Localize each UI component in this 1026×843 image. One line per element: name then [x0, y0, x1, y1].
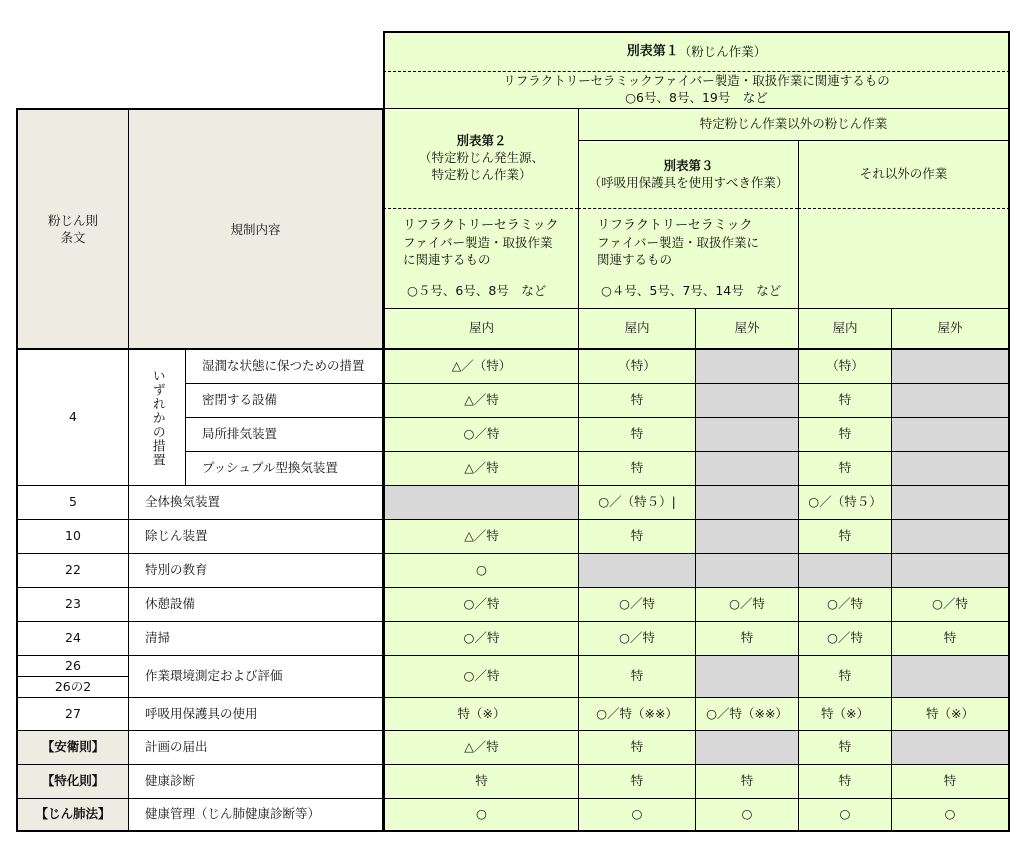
rcf-description-cell — [383, 71, 1010, 108]
cell-b2: △／特 — [383, 452, 578, 486]
cell-other-outdoor: ○／特 — [891, 588, 1010, 622]
group-specific-header: 特定粉じん作業以外の粉じん作業 — [578, 108, 1010, 141]
cell-b3-outdoor — [695, 452, 798, 486]
cell-b2: ○／特 — [383, 622, 578, 656]
table-title-sub: （粉じん作業） — [678, 43, 767, 59]
cell-b3-indoor: ○／特（※※） — [578, 698, 695, 731]
cell-other-outdoor: 特 — [891, 765, 1010, 799]
row-article: 24 — [16, 622, 129, 656]
row-content: 呼吸用保護具の使用 — [129, 698, 383, 731]
b3-numbers: ○４号、5号、7号、14号 など — [601, 282, 782, 298]
article-header-line2: 条文 — [60, 230, 86, 245]
cell-other-indoor: 特 — [798, 731, 891, 765]
b2-title: 別表第２ — [456, 133, 507, 149]
cell-b2: ○／特 — [383, 418, 578, 452]
cell-b3-outdoor — [695, 418, 798, 452]
row-content: 全体換気装置 — [129, 486, 383, 520]
row-content: 密閉する設備 — [186, 384, 383, 418]
cell-b3-indoor: ○ — [578, 799, 695, 832]
cell-b3-indoor: 特 — [578, 731, 695, 765]
cell-b2: ○／特 — [383, 588, 578, 622]
cell-b3-outdoor: ○ — [695, 799, 798, 832]
cell-b3-outdoor — [695, 384, 798, 418]
cell-b3-outdoor: ○／特 — [695, 588, 798, 622]
cell-b2: 特 — [383, 765, 578, 799]
cell-other-outdoor — [891, 731, 1010, 765]
cell-b2: △／特 — [383, 384, 578, 418]
group4-label — [129, 350, 186, 486]
row-content: 計画の届出 — [129, 731, 383, 765]
b3-sub: （呼吸用保護具を使用すべき作業） — [588, 174, 789, 190]
cell-b3-outdoor — [695, 656, 798, 698]
rcf-description-text: リフラクトリーセラミックファイバー製造・取扱作業に関連するもの — [503, 73, 890, 89]
cell-other-indoor: 特 — [798, 656, 891, 698]
cell-other-indoor: （特） — [798, 350, 891, 384]
row-content: プッシュプル型換気装置 — [186, 452, 383, 486]
row-content: 健康管理（じん肺健康診断等） — [129, 799, 383, 832]
cell-b3-indoor: 特 — [578, 384, 695, 418]
row-article-a: 26 — [18, 656, 128, 677]
row-article: 23 — [16, 588, 129, 622]
cell-b2 — [383, 486, 578, 520]
cell-other-outdoor: ○ — [891, 799, 1010, 832]
cell-other-outdoor — [891, 350, 1010, 384]
b2-sub1: （特定粉じん発生源、 — [418, 150, 544, 166]
row-article: 22 — [16, 554, 129, 588]
b3-title: 別表第３ — [663, 157, 714, 173]
cell-b3-outdoor: ○／特（※※） — [695, 698, 798, 731]
b2-header — [383, 108, 578, 208]
cell-other-indoor: ○／（特５） — [798, 486, 891, 520]
b3-rcf2: ファイバー製造・取扱作業に — [597, 234, 760, 250]
cell-other-indoor: ○／特 — [798, 622, 891, 656]
cell-other-outdoor — [891, 452, 1010, 486]
cell-b3-indoor: ○／（特５）| — [578, 486, 695, 520]
cell-other-outdoor: 特（※） — [891, 698, 1010, 731]
cell-b3-outdoor — [695, 350, 798, 384]
b2-sub2: 特定粉じん作業） — [431, 166, 532, 182]
b2-rcf3: に関連するもの — [403, 251, 491, 267]
b2-numbers: ○５号、6号、8号 など — [407, 282, 547, 298]
row-article-b: 26の2 — [54, 679, 92, 694]
b3-rcf3: 関連するもの — [597, 251, 673, 267]
other-rcf — [798, 208, 1010, 308]
row-article: 5 — [16, 486, 129, 520]
cell-b3-outdoor — [695, 486, 798, 520]
cell-b3-indoor: （特） — [578, 350, 695, 384]
cell-other-indoor: ○／特 — [798, 588, 891, 622]
other-header: それ以外の作業 — [798, 141, 1010, 208]
b3-rcf1: リフラクトリーセラミック — [597, 218, 753, 234]
cell-other-outdoor — [891, 520, 1010, 554]
row-article: 10 — [16, 520, 129, 554]
group4-article: 4 — [16, 350, 129, 486]
cell-other-indoor: ○ — [798, 799, 891, 832]
cell-b2: ○／特 — [383, 656, 578, 698]
row-content: 清掃 — [129, 622, 383, 656]
row-article: 【特化則】 — [16, 765, 129, 799]
table-title-bold: 別表第１ — [626, 44, 679, 60]
cell-b3-indoor: ○／特 — [578, 622, 695, 656]
cell-other-outdoor — [891, 418, 1010, 452]
row-content: 特別の教育 — [129, 554, 383, 588]
table-title-cell — [383, 31, 1010, 71]
cell-other-outdoor — [891, 486, 1010, 520]
cell-other-outdoor — [891, 384, 1010, 418]
b2-indoor-label: 屋内 — [383, 308, 578, 350]
cell-b3-outdoor — [695, 731, 798, 765]
cell-b3-outdoor — [695, 520, 798, 554]
b3-header — [578, 141, 798, 208]
cell-other-indoor: 特 — [798, 520, 891, 554]
cell-other-outdoor: 特 — [891, 622, 1010, 656]
row-content: 除じん装置 — [129, 520, 383, 554]
rcf-description-numbers: ○6号、8号、19号 など — [625, 90, 768, 105]
cell-b3-outdoor: 特 — [695, 622, 798, 656]
other-indoor-label: 屋内 — [798, 308, 891, 350]
cell-b3-indoor: 特 — [578, 520, 695, 554]
row-content: 健康診断 — [129, 765, 383, 799]
b2-rcf1: リフラクトリーセラミック — [403, 218, 559, 234]
cell-b3-indoor: ○／特 — [578, 588, 695, 622]
row-content: 湿潤な状態に保つための措置 — [186, 350, 383, 384]
row-content: 局所排気装置 — [186, 418, 383, 452]
row-article — [16, 656, 129, 698]
cell-b3-indoor: 特 — [578, 656, 695, 698]
cell-other-indoor: 特 — [798, 384, 891, 418]
cell-other-indoor: 特 — [798, 452, 891, 486]
cell-b2: △／特 — [383, 731, 578, 765]
cell-b2: 特（※） — [383, 698, 578, 731]
b3-indoor-label: 屋内 — [578, 308, 695, 350]
cell-b3-outdoor: 特 — [695, 765, 798, 799]
cell-other-outdoor — [891, 656, 1010, 698]
cell-other-indoor — [798, 554, 891, 588]
regulation-header: 規制内容 — [129, 108, 383, 350]
row-content: 休憩設備 — [129, 588, 383, 622]
cell-other-outdoor — [891, 554, 1010, 588]
b2-rcf2: ファイバー製造・取扱作業 — [403, 234, 553, 250]
cell-b2: △／（特） — [383, 350, 578, 384]
group4-label-text: いずれかの措置 — [149, 368, 165, 467]
cell-other-indoor: 特（※） — [798, 698, 891, 731]
cell-b2: △／特 — [383, 520, 578, 554]
cell-b3-indoor — [578, 554, 695, 588]
cell-b3-indoor: 特 — [578, 765, 695, 799]
cell-b3-indoor: 特 — [578, 418, 695, 452]
article-header-line1: 粉じん則 — [47, 213, 98, 229]
b3-rcf — [578, 208, 798, 308]
b2-rcf — [383, 208, 578, 308]
row-article: 27 — [16, 698, 129, 731]
article-header — [16, 108, 129, 350]
cell-b2: ○ — [383, 799, 578, 832]
cell-other-indoor: 特 — [798, 418, 891, 452]
row-article: 【安衛則】 — [16, 731, 129, 765]
row-article: 【じん肺法】 — [16, 799, 129, 832]
cell-other-indoor: 特 — [798, 765, 891, 799]
cell-b2: ○ — [383, 554, 578, 588]
b3-outdoor-label: 屋外 — [695, 308, 798, 350]
cell-b3-outdoor — [695, 554, 798, 588]
other-outdoor-label: 屋外 — [891, 308, 1010, 350]
cell-b3-indoor: 特 — [578, 452, 695, 486]
row-content: 作業環境測定および評価 — [129, 656, 383, 698]
